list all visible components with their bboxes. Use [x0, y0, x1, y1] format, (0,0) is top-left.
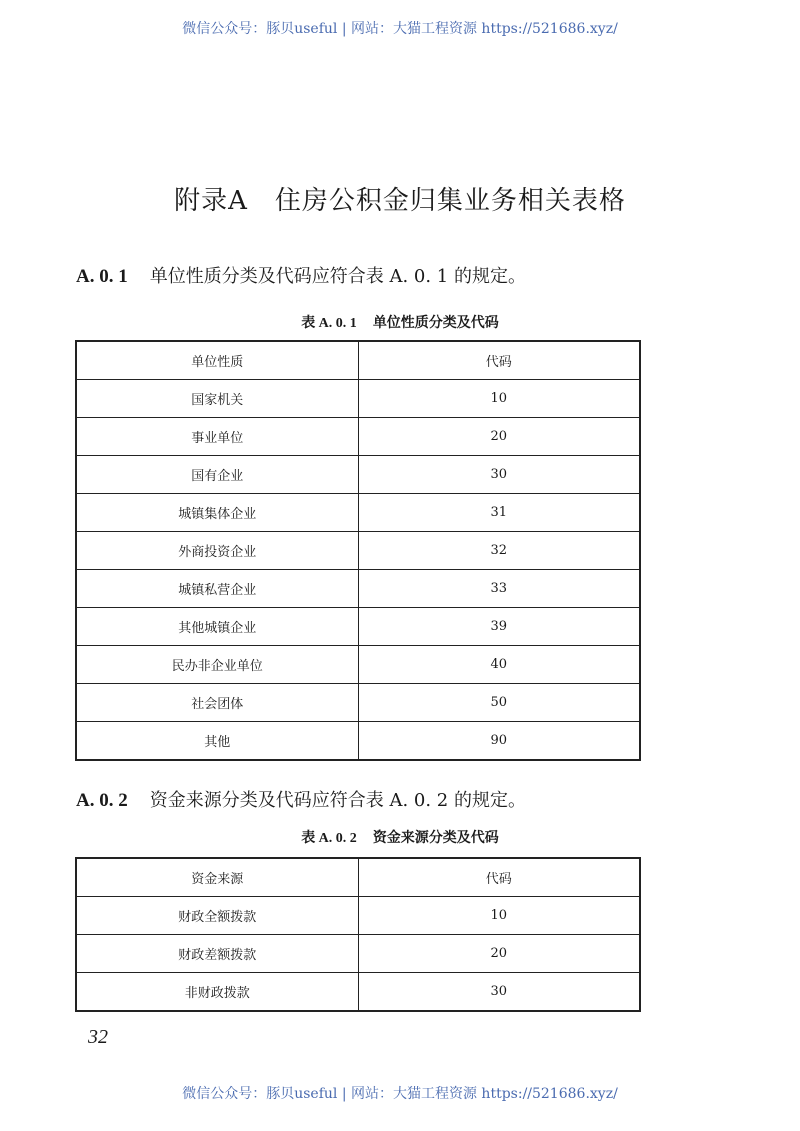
column-header: 代码 [358, 341, 640, 380]
table-row [76, 897, 640, 935]
table-fund-source [75, 857, 641, 1012]
code-cell: 32 [358, 532, 640, 570]
table-header-row [76, 341, 640, 380]
code-cell: 10 [358, 897, 640, 935]
clause-number: A. 0. 2 [76, 790, 128, 811]
code-cell: 30 [358, 973, 640, 1012]
caption-text: 资金来源分类及代码 [372, 830, 499, 846]
watermark-top: 微信公众号：豚贝useful | 网站：大猫工程资源 https://521686.xyz/ [182, 21, 618, 37]
clause-number: A. 0. 1 [76, 266, 128, 287]
table2-caption [41, 827, 759, 847]
table-row [76, 418, 640, 456]
watermark-bottom: 微信公众号：豚贝useful | 网站：大猫工程资源 https://521686.xyz/ [182, 1086, 618, 1102]
clause-a01 [76, 262, 526, 288]
name-cell: 其他 [76, 722, 358, 761]
caption-number: 表 A. 0. 2 [301, 831, 357, 846]
table-row [76, 380, 640, 418]
clause-text: 资金来源分类及代码应符合表 A. 0. 2 的规定。 [149, 790, 526, 811]
table-row [76, 532, 640, 570]
name-cell: 财政差额拨款 [76, 935, 358, 973]
table-unit-nature [75, 340, 641, 761]
caption-number: 表 A. 0. 1 [301, 316, 357, 331]
table-row [76, 722, 640, 761]
code-cell: 39 [358, 608, 640, 646]
name-cell: 城镇私营企业 [76, 570, 358, 608]
code-cell: 30 [358, 456, 640, 494]
table-row [76, 608, 640, 646]
clause-a02 [76, 786, 526, 812]
column-header: 代码 [358, 858, 640, 897]
code-cell: 33 [358, 570, 640, 608]
code-cell: 90 [358, 722, 640, 761]
table-row [76, 973, 640, 1012]
name-cell: 国家机关 [76, 380, 358, 418]
appendix-title: 附录A 住房公积金归集业务相关表格 [174, 186, 626, 216]
name-cell: 城镇集体企业 [76, 494, 358, 532]
name-cell: 其他城镇企业 [76, 608, 358, 646]
table1-caption [41, 312, 759, 332]
name-cell: 社会团体 [76, 684, 358, 722]
name-cell: 事业单位 [76, 418, 358, 456]
table-row [76, 935, 640, 973]
column-header: 资金来源 [76, 858, 358, 897]
table-row [76, 494, 640, 532]
clause-text: 单位性质分类及代码应符合表 A. 0. 1 的规定。 [149, 266, 526, 287]
table-row [76, 570, 640, 608]
code-cell: 20 [358, 418, 640, 456]
table-header-row [76, 858, 640, 897]
code-cell: 31 [358, 494, 640, 532]
table-row [76, 456, 640, 494]
page-number: 32 [88, 1026, 108, 1048]
caption-text: 单位性质分类及代码 [372, 315, 499, 331]
name-cell: 外商投资企业 [76, 532, 358, 570]
table-row [76, 684, 640, 722]
table-row [76, 646, 640, 684]
name-cell: 非财政拨款 [76, 973, 358, 1012]
code-cell: 50 [358, 684, 640, 722]
code-cell: 20 [358, 935, 640, 973]
name-cell: 国有企业 [76, 456, 358, 494]
column-header: 单位性质 [76, 341, 358, 380]
code-cell: 40 [358, 646, 640, 684]
code-cell: 10 [358, 380, 640, 418]
name-cell: 财政全额拨款 [76, 897, 358, 935]
name-cell: 民办非企业单位 [76, 646, 358, 684]
